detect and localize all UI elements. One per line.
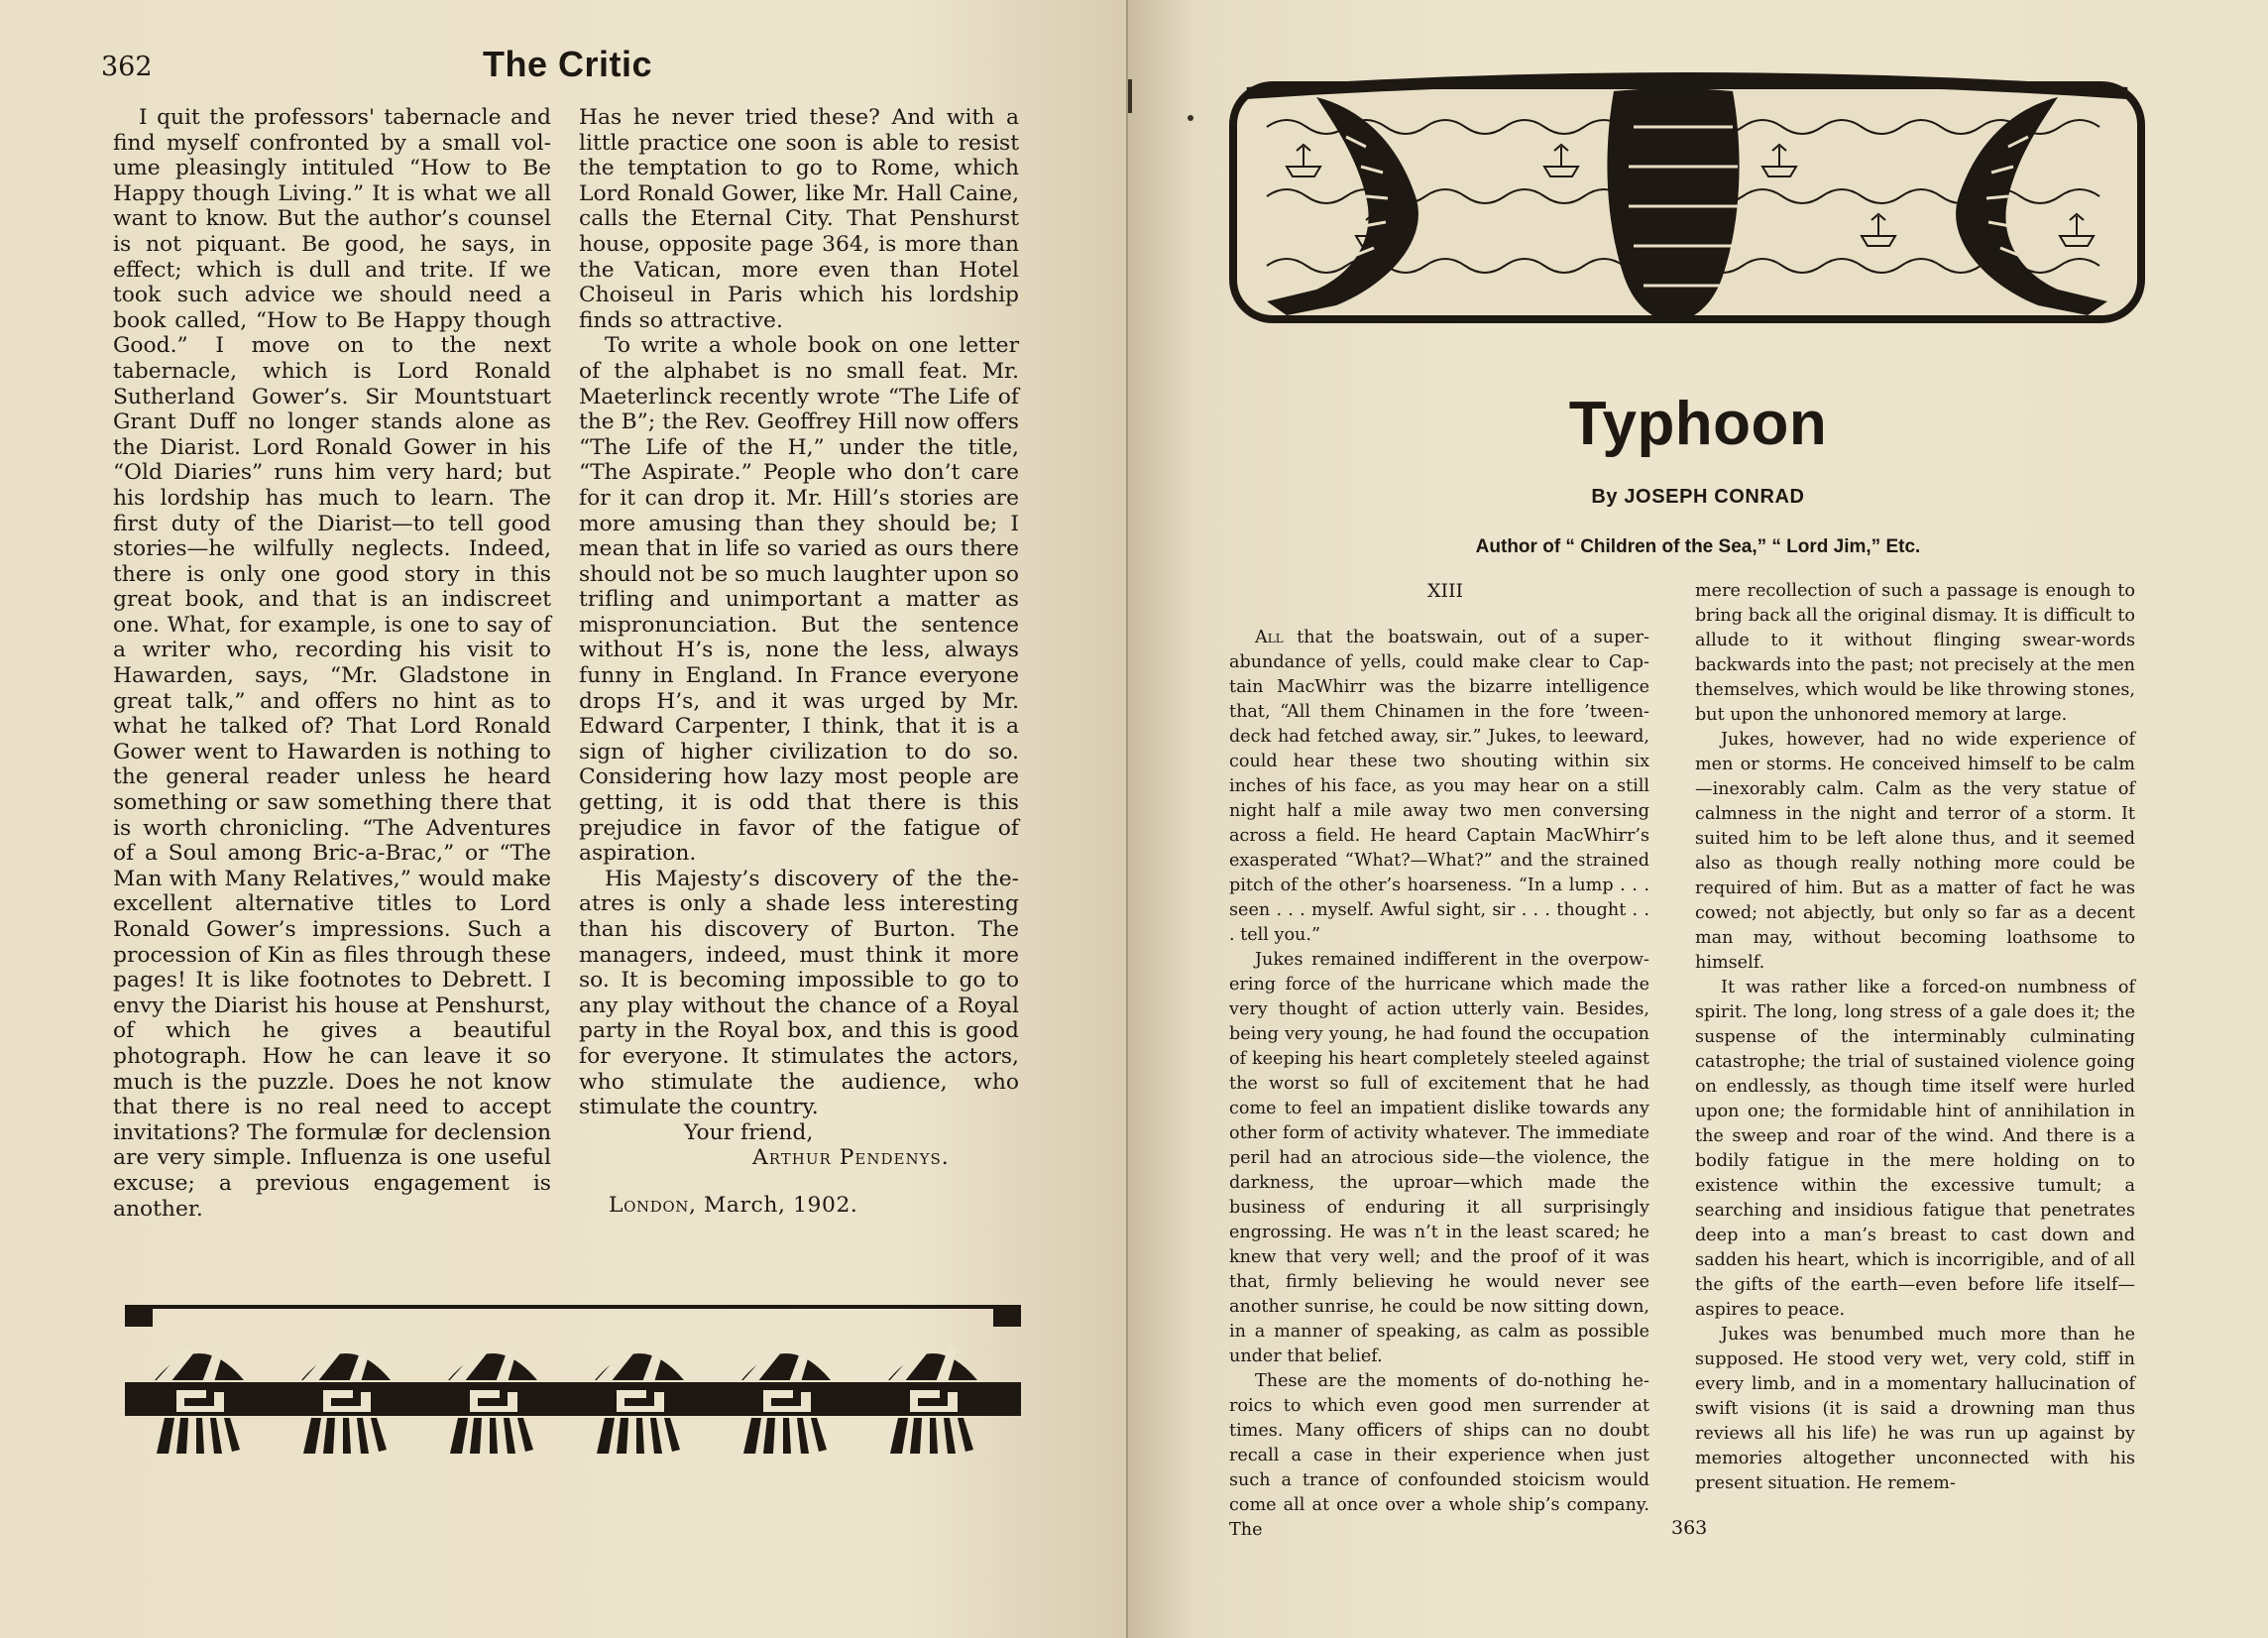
right-column-1 (1229, 579, 1649, 1543)
tiger-headpiece-ornament-icon (1227, 67, 2147, 337)
chapter-number: XIII (1427, 580, 1464, 602)
paragraph: Jukes remained indifferent in the overpowering force of the hurricane which made the very thought of action utterly vain. Besides, being very young, he had found the occupation of keeping his heart completely steeled against the worst so full of excitement that he had come to feel an impatient dislike towards any other form of activity whatever. The immediate peril had an atrocious side—the violence, the darkness, the uproar—which made the business of enduring it all surprisingly engrossing. He was n’t in the least scared; he knew that very well; and the proof of it was that, firmly believing he would never see another sunrise, he could be now sitting down, in a manner of speaking, as calm as possible under that belief. (1229, 950, 1649, 1366)
paragraph: His Majesty’s discovery of the theatres is only a shade less interesting than his discovery of Burton. The managers, indeed, must think it more so. It is becoming impossible to go to any play without the chance of a Royal party in the Royal box, and this is good for everyone. It stimulates the actors, who stimulate the audience, who stimulate the country. (579, 866, 1019, 1120)
article-byline: By JOSEPH CONRAD (1591, 486, 1805, 508)
journal-title: The Critic (483, 44, 653, 84)
dateline (579, 1193, 1019, 1219)
paragraph: I quit the professors' tabernacle and find myself confronted by a small volume pleasingly intituled “How to Be Happy though Living.” It is what we all want to know. But the author’s counsel is not piquant. Be good, he says, in effect; which is dull and trite. If we took such advice we should need a book called, “How to Be Happy though Good.” I move on to the next tabernacle, which is Lord Ronald Sutherland Gower’s. Sir Mountstuart Grant Duff no longer stands alone as the Diarist. Lord Ronald Gower in his “Old Diaries” runs him very hard; but his lordship has much to learn. The first duty of the Diarist—to tell good stories—he wilfully neglects. Indeed, there is only one good story in this great book, and that is an indiscreet one. What, for example, is one to say of a writer who, recording his visit to Hawarden, says, “Mr. Gladstone in great talk,” and offers no hint as to what he talked of? That Lord Ronald Gower went to Hawarden is nothing to the general reader unless he heard something or saw something there that is worth chronicling. “The Adventures of a Soul among Bric-a-Brac,” or “The Man with Many Relatives,” would make excellent alternative titles to Lord Ronald Gower’s impressions. Such a procession of Kin as files through these pages! It is like footnotes to Debrett. I envy the Diarist his house at Penshurst, of which he gives a beautiful photograph. How he can leave it so much is the puzzle. Does he not know that there is no real need to accept invitations? The formulæ for declension are very simple. Influenza is one useful excuse; a previous engagement is another. (113, 105, 551, 1222)
dateline-date: March, 1902. (696, 1192, 858, 1218)
margin-dot (1188, 115, 1193, 121)
paragraph: Jukes, however, had no wide experience of men or storms. He conceived himself to be calm—inexorably calm. Calm as the very statue of calmness in the night and terror of a storm. It suited him to be left alone thus, and it seemed also as though really nothing more could be required of him. But as a matter of fact he was cowed; not abjectly, but only so far as a decent man may, without becoming loathsome to himself. (1695, 730, 2135, 973)
left-column-2 (579, 105, 1019, 1219)
signature: Arthur Pendenys. (752, 1145, 950, 1171)
paragraph: Has he never tried these? And with a little practice one soon is able to resist the temptation to go to Rome, which Lord Ronald Gower, like Mr. Hall Caine, calls the Eternal City. That Penshurst house, opposite page 364, is more than the Vatican, more even than Hotel Choiseul in Paris which his lordship finds so attractive. (579, 105, 1019, 333)
paragraph: It was rather like a forced-on numbness of spirit. The long, long stress of a gale does it; the suspense of the interminably culminating catastrophe; the trial of sustained violence going on endlessly, as though time itself were hurled upon one; the formidable hint of annihilation in the sweep and roar of the wind. And there is a bodily fatigue in the mere holding on to existence within the excessive tumult; a searching and insidious fatigue that penetrates deep into a man’s breast to cast down and sadden his heart, which is incorrigible, and of all the gifts of the earth—even before life itself—aspires to peace. (1695, 978, 2135, 1320)
left-column-1 (113, 105, 551, 1222)
article-title: Typhoon (1568, 390, 1828, 458)
author-credits: Author of “ Children of the Sea,” “ Lord Jim,” Etc. (1475, 536, 1921, 557)
paragraph (1229, 626, 1649, 948)
right-column-2 (1695, 579, 2135, 1496)
right-page (1128, 0, 2268, 1638)
paragraph: Jukes was benumbed much more than he supposed. He stood very wet, very cold, stiff in every limb, and in a momentary hallucination of swift visions (it is said a drowning man thus reviews all his life) he was run up against by memories altogether unconnected with his present situation. He remem- (1695, 1325, 2135, 1493)
page-number-left: 362 (101, 52, 153, 82)
paragraph: mere recollection of such a passage is enough to bring back all the original dismay. It is difficult to allude to it without flinging swear-words backwards into the past; not precisely at the men themselves, which would be like throwing stones, but upon the unhonored memory at large. (1695, 581, 2135, 725)
fan-border-ornament-icon (125, 1287, 1021, 1456)
lead-in: All (1255, 628, 1284, 647)
closing: Your friend, (684, 1119, 814, 1145)
dateline-place: London, (609, 1192, 697, 1218)
paragraph-text: that the boatswain, out of a superabundance of yells, could make clear to Captain MacWhirr was the bizarre intelligence that, “All them Chinamen in the fore ’tween-deck had fetched away, sir.” Jukes, to leeward, could hear these two shouting within six inches of his face, as you may hear on a still night half a mile away two men conversing across a field. He heard Captain MacWhirr’s exasperated “What?—What?” and the strained pitch of the other’s hoarseness. “In a lump . . . seen . . . myself. Awful sight, sir . . . thought . . . tell you.” (1229, 628, 1649, 945)
margin-mark (1128, 79, 1132, 113)
paragraph: To write a whole book on one letter of the alphabet is no small feat. Mr. Maeterlinck recently wrote “The Life of the B”; the Rev. Geoffrey Hill now offers “The Life of the H,” under the title, “The Aspirate.” People who don’t care for it can drop it. Mr. Hill’s stories are more amusing than they should be; I mean that in life so varied as ours there should not be so much laughter upon so trifling and unimportant a matter as mispronunciation. But the sentence without H’s is, none the less, always funny in England. In France everyone drops H’s, and it was urged by Mr. Edward Carpenter, I think, that it is a sign of higher civilization to do so. Considering how lazy most people are getting, it is odd that there is this prejudice in favor of the fatigue of aspiration. (579, 333, 1019, 867)
left-page (0, 0, 1128, 1638)
paragraph: These are the moments of do-nothing heroics to which even good men surrender at times. Many officers of ships can no doubt recall a case in their experience when just such a trance of confounded stoicism would come all at once over a whole ship’s company. The (1229, 1371, 1649, 1540)
page-number-right: 363 (1671, 1517, 1708, 1539)
